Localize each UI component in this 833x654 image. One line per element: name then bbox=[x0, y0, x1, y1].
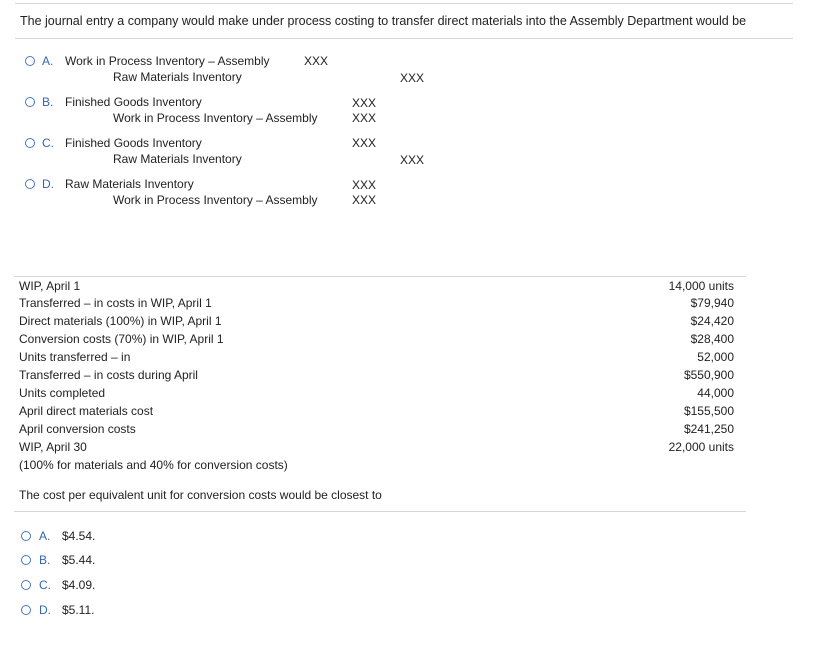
data-row-value: 22,000 units bbox=[668, 440, 734, 454]
answer-b-radio[interactable] bbox=[21, 555, 31, 565]
answer-c-radio[interactable] bbox=[21, 580, 31, 590]
option-a-line1: Work in Process Inventory – Assembly bbox=[65, 54, 270, 68]
question-1-rule bbox=[15, 38, 793, 39]
data-row-label: Transferred – in costs in WIP, April 1 bbox=[19, 296, 212, 310]
option-b-line1: Finished Goods Inventory bbox=[65, 95, 202, 109]
question-1-prompt: The journal entry a company would make under process costing to transfer direct materials into the Assembly Department would be bbox=[20, 14, 747, 28]
answer-a-letter: A. bbox=[39, 529, 51, 543]
option-c-letter: C. bbox=[42, 136, 54, 150]
data-row-label: Direct materials (100%) in WIP, April 1 bbox=[19, 314, 222, 328]
answer-c-letter: C. bbox=[39, 578, 51, 592]
data-row-value: $79,940 bbox=[690, 296, 734, 310]
option-b-line2-amount: XXX bbox=[352, 111, 377, 125]
data-row-value: $24,420 bbox=[690, 314, 734, 328]
data-row-value: $155,500 bbox=[683, 404, 734, 418]
question-2-rule bbox=[14, 511, 746, 512]
data-row-label: April conversion costs bbox=[19, 422, 136, 436]
answer-c-text: $4.09. bbox=[62, 578, 96, 592]
option-c-line1: Finished Goods Inventory bbox=[65, 136, 202, 150]
option-d-letter: D. bbox=[42, 177, 54, 191]
option-c-line1-amount: XXX bbox=[352, 136, 377, 150]
option-b-radio[interactable] bbox=[25, 97, 35, 107]
data-row-label: WIP, April 30 bbox=[19, 440, 87, 454]
option-b-line2: Work in Process Inventory – Assembly bbox=[113, 111, 318, 125]
data-row-label: Units completed bbox=[19, 386, 106, 400]
data-row-label: Transferred – in costs during April bbox=[19, 368, 198, 382]
data-row-label: April direct materials cost bbox=[19, 404, 154, 418]
option-d-radio[interactable] bbox=[25, 179, 35, 189]
answer-b-letter: B. bbox=[39, 553, 51, 567]
option-b-letter: B. bbox=[42, 95, 54, 109]
option-a-radio[interactable] bbox=[25, 56, 35, 66]
data-row-value: $28,400 bbox=[690, 332, 734, 346]
data-row-value: 14,000 units bbox=[668, 279, 734, 293]
top-rule bbox=[15, 3, 793, 4]
option-b-line1-amount: XXX bbox=[352, 96, 377, 110]
option-d-line1: Raw Materials Inventory bbox=[65, 177, 194, 191]
answer-d-radio[interactable] bbox=[21, 605, 31, 615]
data-row-label: WIP, April 1 bbox=[19, 279, 81, 293]
option-d-line2: Work in Process Inventory – Assembly bbox=[113, 193, 318, 207]
option-a-line1-amount: XXX bbox=[304, 54, 329, 68]
option-c-radio[interactable] bbox=[25, 138, 35, 148]
data-row-value: 52,000 bbox=[697, 350, 734, 364]
option-c-line2: Raw Materials Inventory bbox=[113, 152, 242, 166]
answer-d-text: $5.11. bbox=[62, 603, 95, 617]
answer-d-letter: D. bbox=[39, 603, 51, 617]
answer-a-text: $4.54. bbox=[62, 529, 96, 543]
data-row-value: $241,250 bbox=[683, 422, 734, 436]
data-row-value: $550,900 bbox=[683, 368, 734, 382]
answer-a-radio[interactable] bbox=[21, 531, 31, 541]
option-a-line2-amount: XXX bbox=[400, 71, 425, 85]
option-c-line2-amount: XXX bbox=[400, 153, 425, 167]
data-row-label: Conversion costs (70%) in WIP, April 1 bbox=[19, 332, 224, 346]
data-row-label: (100% for materials and 40% for conversion costs) bbox=[19, 458, 288, 472]
data-row-label: Units transferred – in bbox=[19, 350, 131, 364]
question-2-prompt: The cost per equivalent unit for conversion costs would be closest to bbox=[19, 488, 382, 502]
option-d-line2-amount: XXX bbox=[352, 193, 377, 207]
option-a-line2: Raw Materials Inventory bbox=[113, 70, 242, 84]
data-table-rule bbox=[14, 276, 746, 277]
answer-b-text: $5.44. bbox=[62, 553, 96, 567]
option-d-line1-amount: XXX bbox=[352, 178, 377, 192]
option-a-letter: A. bbox=[42, 54, 54, 68]
data-row-value: 44,000 bbox=[697, 386, 734, 400]
